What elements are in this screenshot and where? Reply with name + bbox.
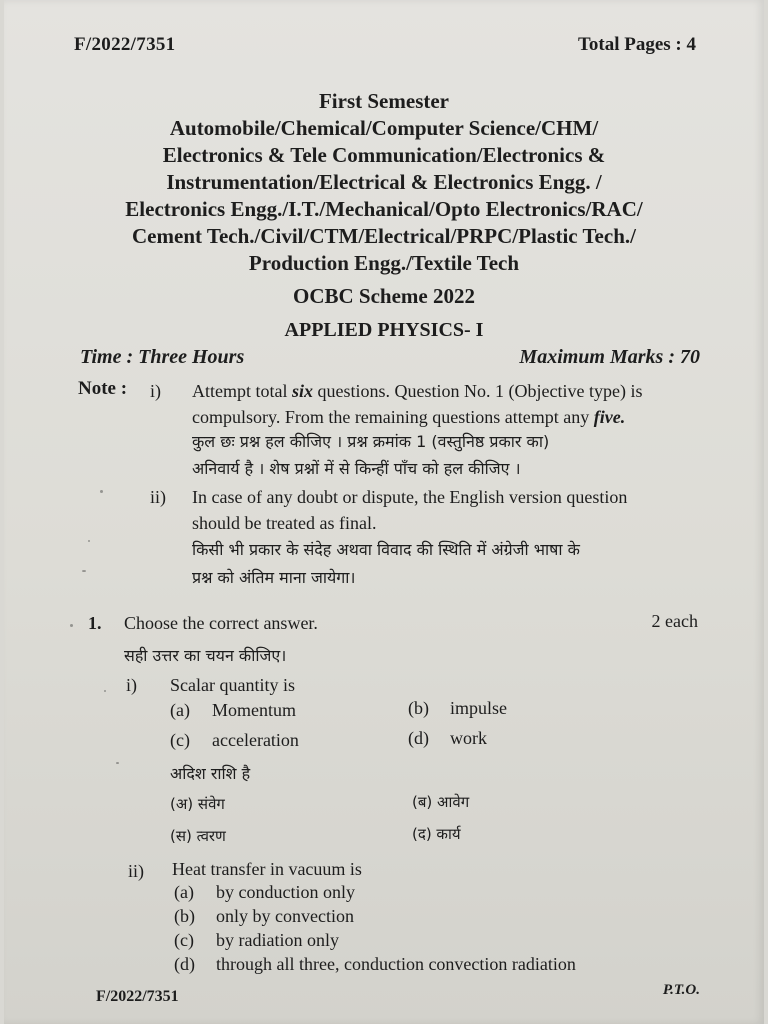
branch-line: Electronics Engg./I.T./Mechanical/Opto Electronics/RAC/ (125, 197, 643, 221)
paper-speck (104, 690, 106, 692)
exam-paper-page (4, 0, 764, 1024)
subquestion-text-hindi: अदिश राशि है (170, 764, 251, 783)
maximum-marks: Maximum Marks : 70 (519, 346, 700, 368)
option-hindi: (अ) संवेग (170, 795, 225, 813)
question-number: 1. (88, 613, 102, 633)
note-label: Note : (78, 378, 128, 399)
note-emphasis: five. (593, 407, 626, 427)
paper-code: F/2022/7351 (74, 34, 176, 55)
note-item-instruction (192, 378, 712, 430)
option-text: through all three, conduction convection radiation (216, 954, 576, 974)
option-label: (b) (408, 698, 429, 718)
option-label: (b) (174, 906, 195, 926)
time-allowed: Time : Three Hours (80, 346, 245, 368)
total-pages: Total Pages : 4 (577, 34, 696, 55)
exam-header (4, 88, 764, 342)
note-hindi-text: किसी भी प्रकार के संदेह अथवा विवाद की स्थिति में अंग्रेजी भाषा के (192, 540, 580, 559)
paper-speck (88, 540, 90, 542)
question-title-hindi: सही उत्तर का चयन कीजिए। (124, 646, 287, 665)
note-text: compulsory. From the remaining questions attempt any (192, 407, 594, 427)
option-hindi: (ब) आवेग (412, 793, 470, 811)
option-label: (c) (174, 930, 194, 950)
paper-speck (70, 624, 73, 627)
subquestion-number: ii) (128, 861, 144, 881)
option-text: impulse (450, 698, 507, 718)
subquestion-text: Scalar quantity is (170, 675, 295, 695)
note-text: questions. Question No. 1 (Objective type) is (313, 381, 643, 401)
semester-title: First Semester (318, 89, 450, 113)
scheme-title: OCBC Scheme 2022 (293, 284, 475, 308)
option-text: work (450, 728, 487, 748)
option-text: by conduction only (216, 882, 355, 902)
note-emphasis: six (291, 381, 313, 401)
note-hindi-text: प्रश्न को अंतिम माना जायेगा। (192, 568, 356, 587)
branch-line: Cement Tech./Civil/CTM/Electrical/PRPC/Plastic Tech./ (132, 224, 636, 248)
option-label: (a) (174, 882, 194, 902)
option-text: acceleration (212, 730, 299, 750)
question-title: Choose the correct answer. (124, 613, 318, 633)
note-hindi-text: अनिवार्य है । शेष प्रश्नों में से किन्हीं पाँच को हल कीजिए । (192, 459, 521, 478)
option-text: only by convection (216, 906, 354, 926)
paper-speck (82, 570, 86, 572)
pto-mark: P.T.O. (662, 982, 700, 998)
note-item-number: ii) (150, 487, 166, 507)
note-hindi-text: कुल छः प्रश्न हल कीजिए । प्रश्न क्रमांक 1 (वस्तुनिष्ठ प्रकार का) (192, 432, 550, 451)
branch-line: Instrumentation/Electrical & Electronics Engg. / (166, 170, 602, 194)
paper-speck (100, 490, 103, 493)
option-hindi: (स) त्वरण (170, 827, 226, 845)
option-label: (a) (170, 700, 190, 720)
paper-speck (116, 762, 119, 764)
option-label: (c) (170, 730, 190, 750)
subquestion-number: i) (126, 675, 137, 695)
note-text: Attempt total (192, 381, 292, 401)
subquestion-text: Heat transfer in vacuum is (172, 859, 362, 879)
question-marks: 2 each (651, 611, 698, 631)
footer-paper-code: F/2022/7351 (96, 988, 179, 1005)
note-text: In case of any doubt or dispute, the English version question (192, 487, 628, 507)
option-text: Momentum (212, 700, 296, 720)
note-text: should be treated as final. (192, 513, 377, 533)
option-label: (d) (408, 728, 429, 748)
branch-line: Automobile/Chemical/Computer Science/CHM/ (169, 116, 599, 140)
option-text: by radiation only (216, 930, 339, 950)
option-label: (d) (174, 954, 195, 974)
branch-line: Electronics & Tele Communication/Electronics & (162, 143, 606, 167)
option-hindi: (द) कार्य (412, 825, 461, 843)
note-item-number: i) (150, 381, 161, 401)
branch-line: Production Engg./Textile Tech (248, 251, 520, 275)
subject-title: APPLIED PHYSICS- I (284, 319, 484, 341)
